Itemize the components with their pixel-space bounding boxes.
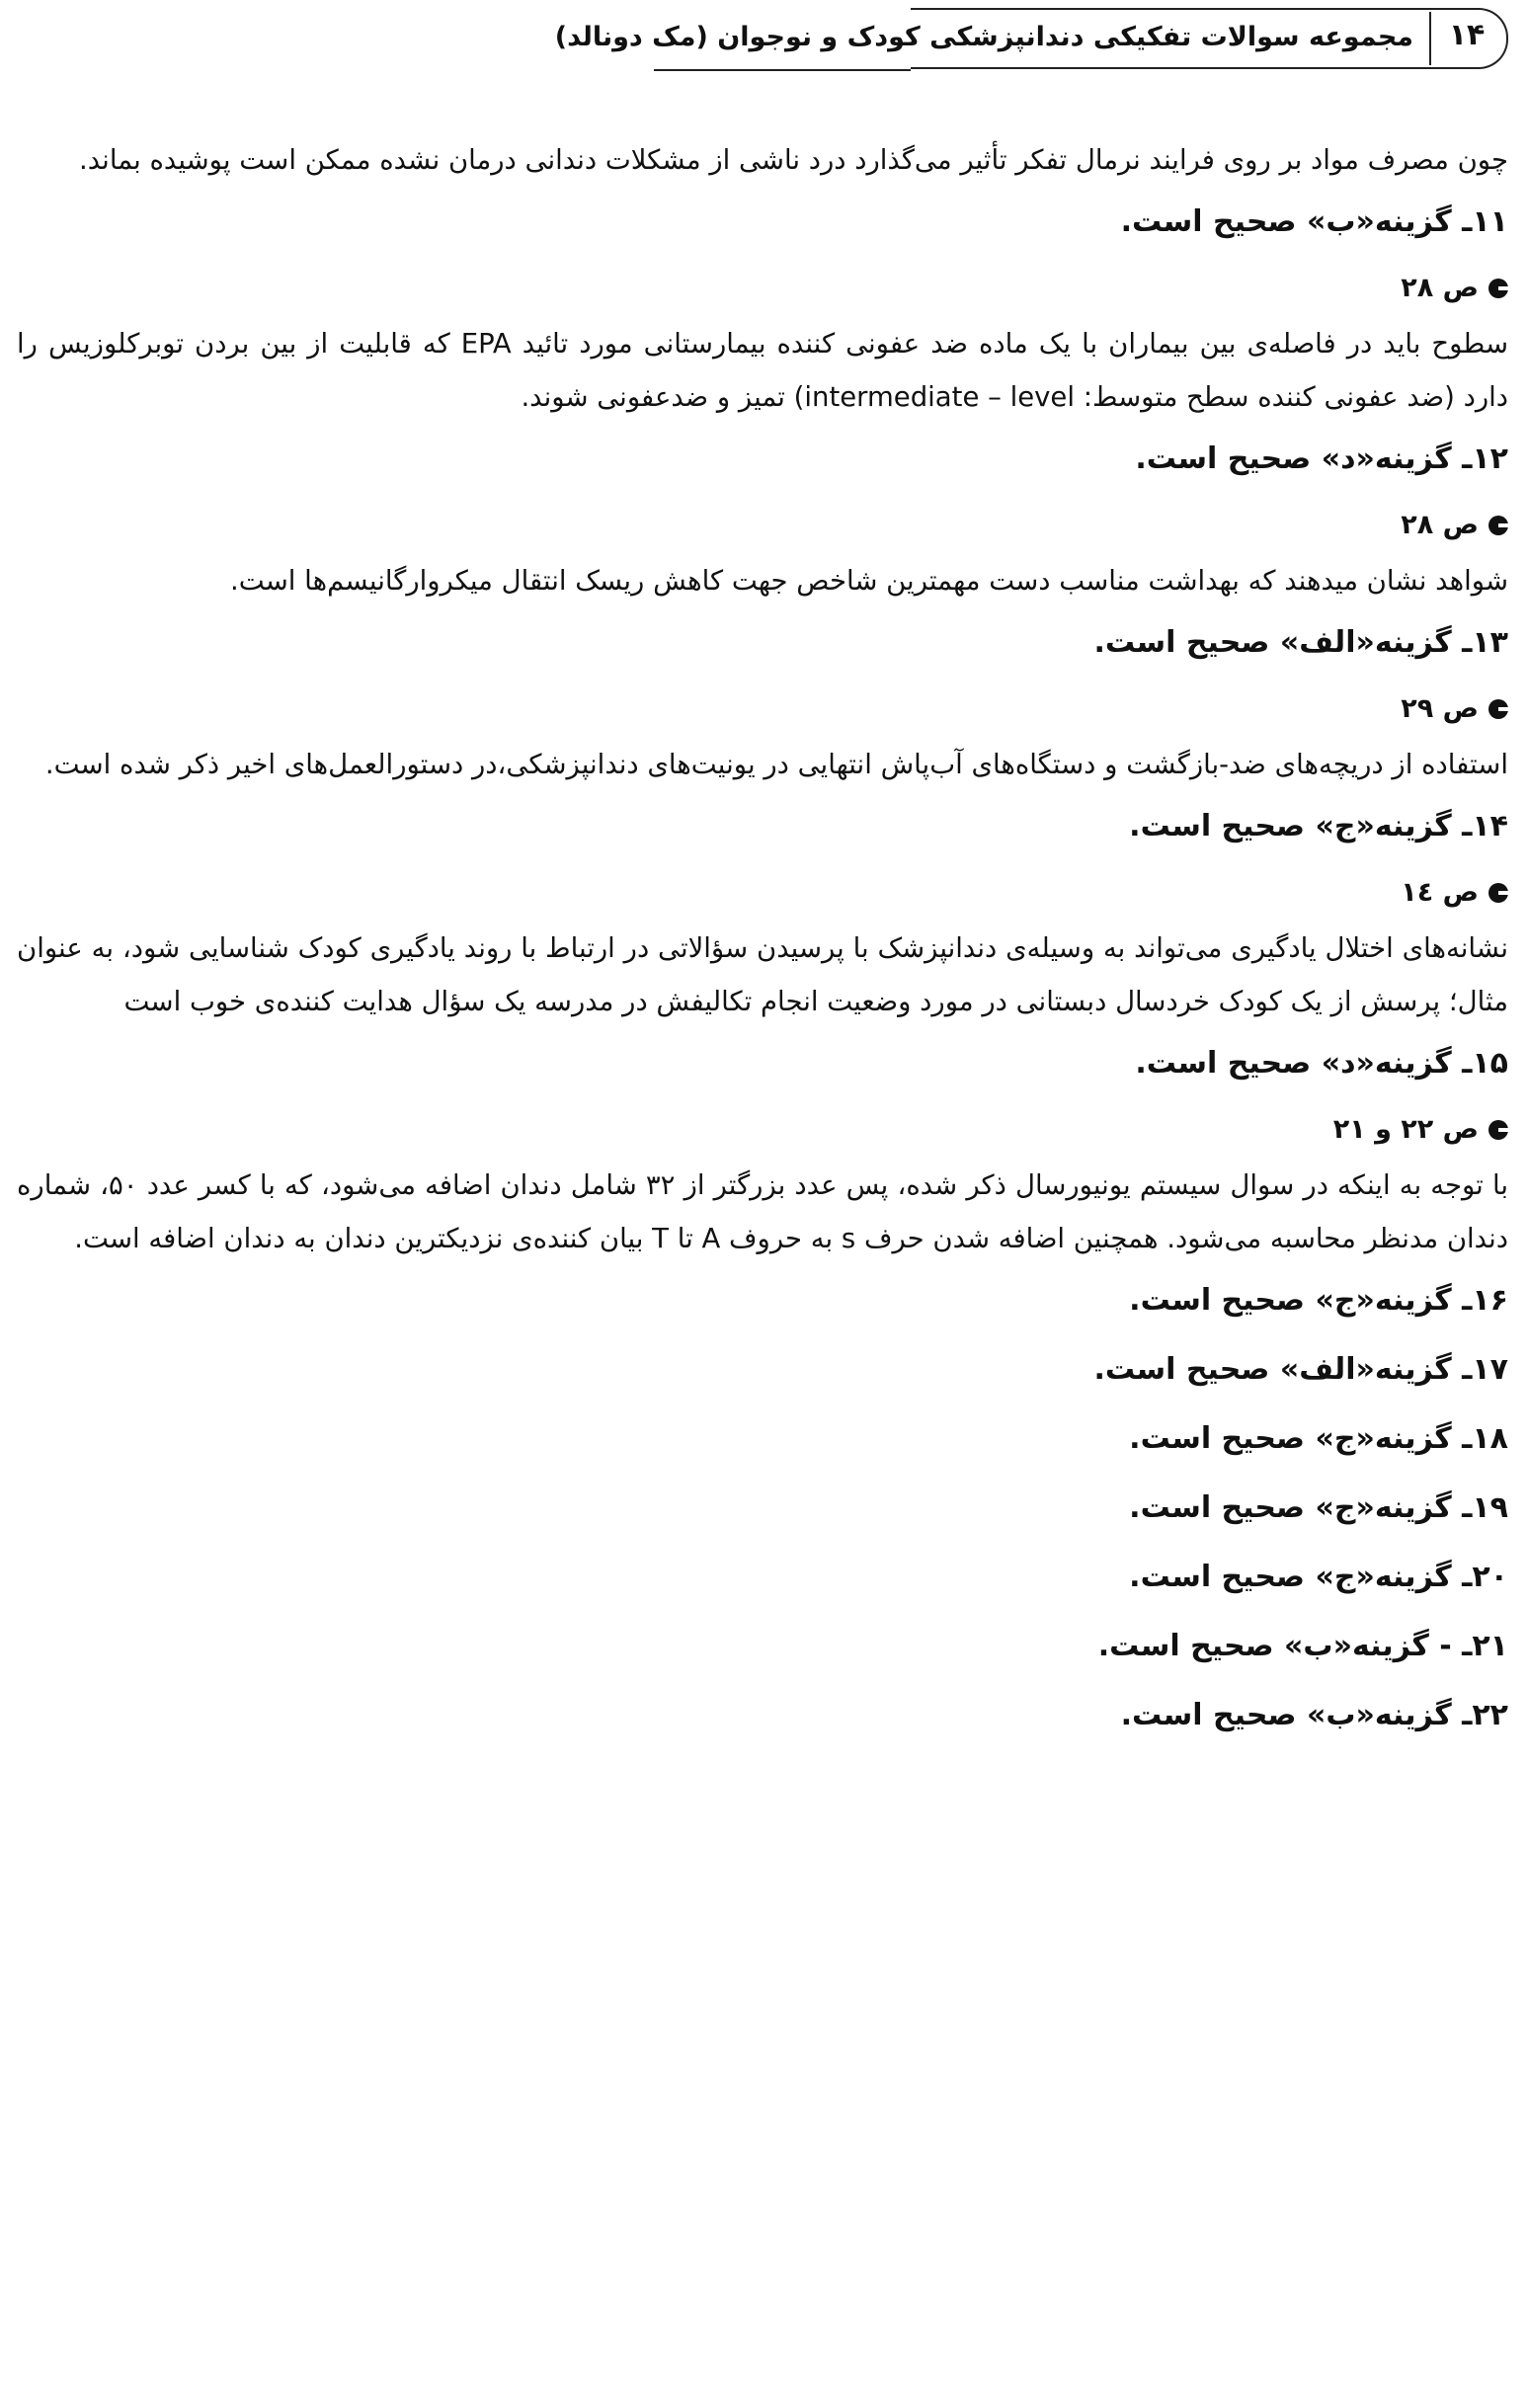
reference-icon — [1488, 1120, 1508, 1140]
ref-text: ص ١٤ — [1401, 877, 1479, 908]
ref-text: ص ۲۲ و ۲۱ — [1332, 1114, 1479, 1145]
answer-heading — [17, 432, 1508, 487]
answer-text: ۱۲ـ گزینه«د» صحیح است. — [1135, 441, 1508, 476]
para-text: با توجه به اینکه در سوال سیستم یونیورسال ذکر شده، پس عدد بزرگتر از ۳۲ شامل دندان اضافه می‌شود، که با کسر عدد ۵۰، شماره دندان مدنظر محاسبه می‌شود. همچنین اضافه شدن حرف s به حروف A تا T بیان کننده‌ی نزدیکترین دندان به دندان اضافه است. — [17, 1169, 1508, 1254]
answer-heading — [17, 1036, 1508, 1091]
page-reference — [17, 684, 1508, 734]
answer-text: ۱۹ـ گزینه«ج» صحیح است. — [1129, 1490, 1508, 1525]
answer-heading — [17, 1342, 1508, 1398]
para-text: نشانه‌های اختلال یادگیری می‌تواند به وسیله‌ی دندانپزشک با پرسیدن سؤالاتی در ارتباط با روند یادگیری کودک شناسایی شود، به عنوان مثال؛ پرسش از یک کودک خردسال دبستانی در مورد وضعیت انجام تکالیفش در مدرسه یک سؤال هدایت کننده‌ی خوب است — [17, 932, 1508, 1017]
explanation-paragraph — [17, 317, 1508, 424]
answer-heading — [17, 1550, 1508, 1605]
answer-heading — [17, 615, 1508, 671]
ref-text: ص ۲۹ — [1401, 693, 1479, 724]
answer-text: ۱۳ـ گزینه«الف» صحیح است. — [1093, 625, 1508, 660]
page-number: ۱۴ — [1448, 18, 1486, 52]
ref-text: ص ۲۸ — [1401, 510, 1479, 540]
answer-heading — [17, 1411, 1508, 1467]
page-reference — [17, 501, 1508, 550]
answer-text: ۱۶ـ گزینه«ج» صحیح است. — [1129, 1283, 1508, 1318]
page-header — [17, 8, 1508, 73]
para-text: استفاده از دریچه‌های ضد-بازگشت و دستگاه‌های آب‌پاش انتهایی در یونیت‌های دندانپزشکی،در دستورالعمل‌های اخیر ذکر شده است. — [44, 749, 1508, 780]
page-reference — [17, 264, 1508, 313]
para-text: سطوح باید در فاصله‌ی بین بیماران با یک ماده ضد عفونی کننده بیمارستانی مورد تائید EPA که قابلیت از بین بردن توبرکلوزیس را دارد (ضد عفونی کننده سطح متوسط: intermediate – level) تمیز و ضدعفونی شوند. — [17, 328, 1508, 413]
reference-icon — [1488, 279, 1508, 298]
answer-text: ۲۱ـ - گزینه«ب» صحیح است. — [1097, 1629, 1508, 1663]
explanation-paragraph — [17, 922, 1508, 1028]
explanation-paragraph — [17, 133, 1508, 187]
answer-heading — [17, 1481, 1508, 1536]
answer-heading — [17, 195, 1508, 250]
reference-icon — [1488, 699, 1508, 719]
answer-heading — [17, 1688, 1508, 1743]
para-text: چون مصرف مواد بر روی فرایند نرمال تفکر تأثیر می‌گذارد درد ناشی از مشکلات دندانی درمان نشده ممکن است پوشیده بماند. — [79, 144, 1508, 176]
page-reference — [17, 1105, 1508, 1155]
explanation-paragraph — [17, 554, 1508, 607]
answer-text: ۲۲ـ گزینه«ب» صحیح است. — [1120, 1698, 1508, 1732]
explanation-paragraph — [17, 1159, 1508, 1265]
answer-text: ۱۸ـ گزینه«ج» صحیح است. — [1129, 1421, 1508, 1456]
ref-text: ص ۲۸ — [1401, 273, 1479, 303]
answer-text: ۱۱ـ گزینه«ب» صحیح است. — [1120, 204, 1508, 239]
header-underline — [654, 69, 911, 71]
answer-heading — [17, 799, 1508, 854]
book-title: مجموعه سوالات تفکیکی دندانپزشکی کودک و نوجوان (مک دونالد) — [554, 22, 1413, 52]
answer-heading — [17, 1619, 1508, 1674]
answer-text: ۲۰ـ گزینه«ج» صحیح است. — [1129, 1560, 1508, 1594]
page-reference — [17, 868, 1508, 918]
answer-heading — [17, 1273, 1508, 1328]
para-text: شواهد نشان میدهند که بهداشت مناسب دست مهمترین شاخص جهت کاهش ریسک انتقال میکروارگانیسم‌ها است. — [230, 565, 1508, 597]
reference-icon — [1488, 516, 1508, 535]
answers-body — [17, 133, 1508, 1757]
answer-text: ۱۷ـ گزینه«الف» صحیح است. — [1093, 1352, 1508, 1387]
header-divider — [1429, 12, 1431, 65]
explanation-paragraph — [17, 738, 1508, 791]
answer-text: ۱۵ـ گزینه«د» صحیح است. — [1135, 1046, 1508, 1081]
answer-text: ۱۴ـ گزینه«ج» صحیح است. — [1129, 809, 1508, 843]
reference-icon — [1488, 883, 1508, 903]
